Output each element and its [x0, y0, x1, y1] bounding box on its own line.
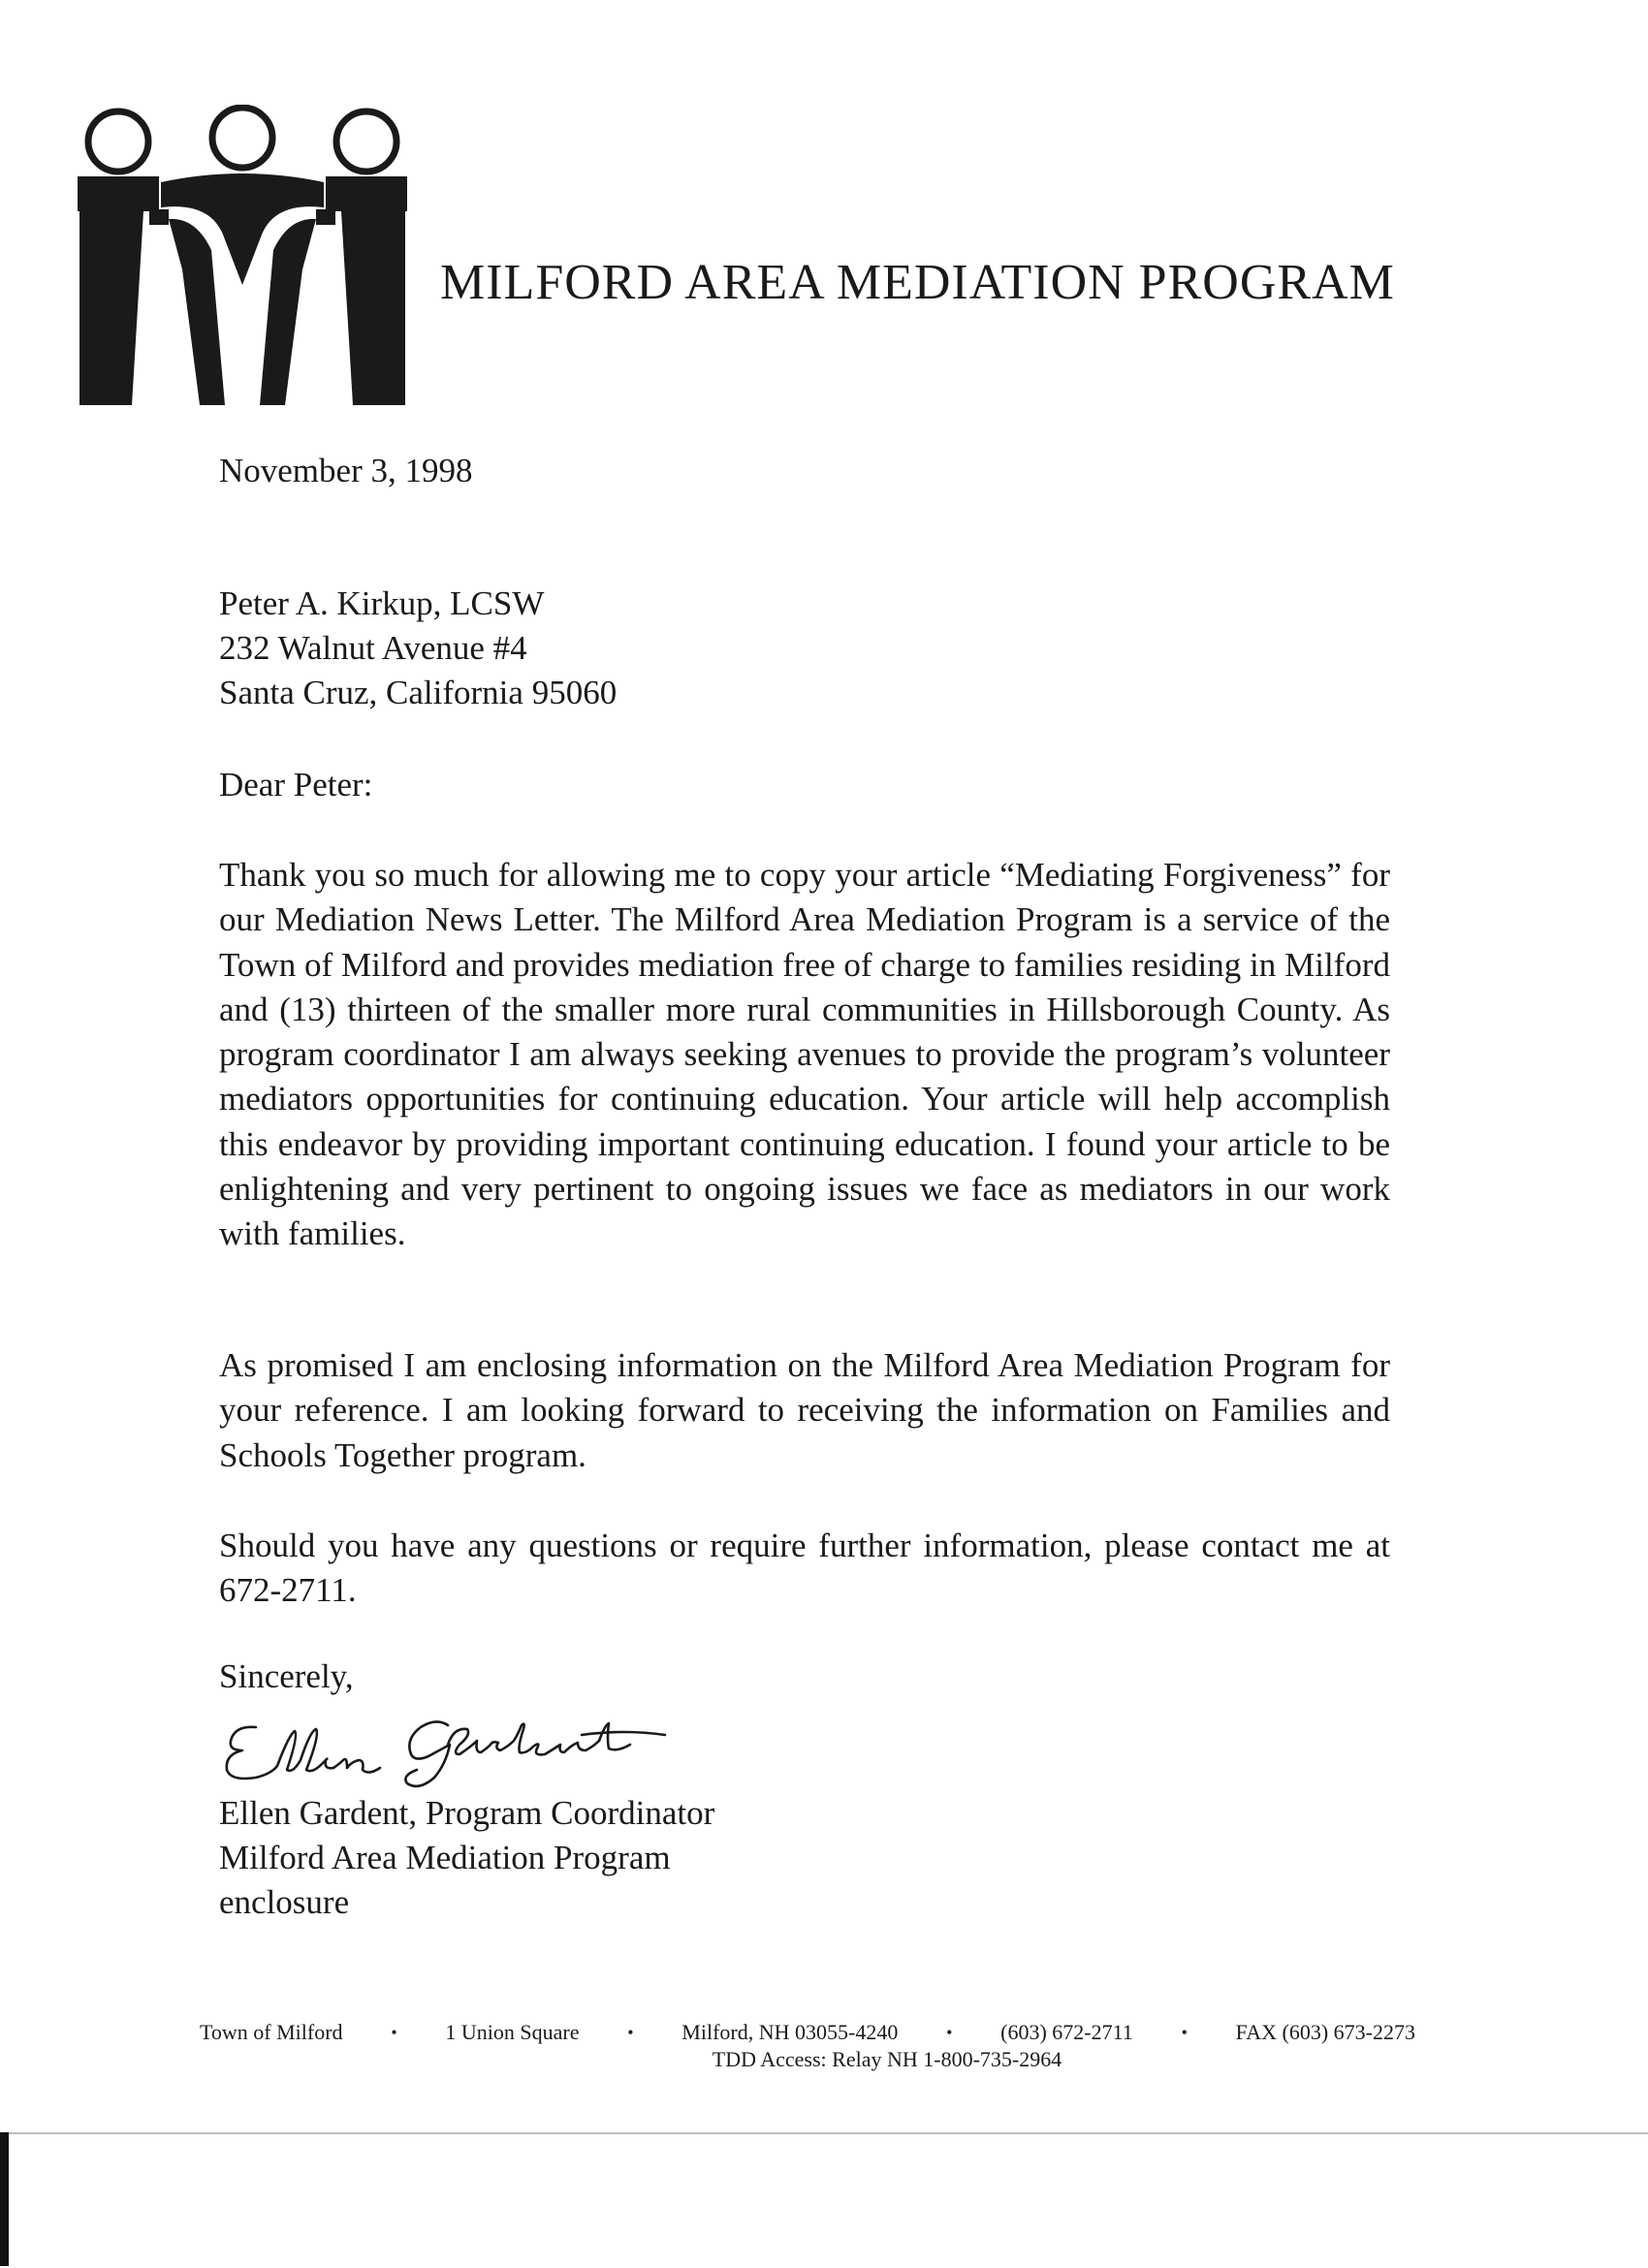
- signer-organization: Milford Area Mediation Program: [219, 1839, 671, 1876]
- signature-block: [219, 1791, 714, 1925]
- footer-street: 1 Union Square: [445, 2020, 580, 2044]
- footer-town: Town of Milford: [200, 2020, 343, 2044]
- footer-city: Milford, NH 03055-4240: [681, 2020, 899, 2044]
- handwritten-signature: [217, 1706, 673, 1793]
- salutation: Dear Peter:: [219, 766, 373, 803]
- footer-phone: (603) 672-2711: [1000, 2020, 1133, 2044]
- body-paragraph-1: Thank you so much for allowing me to copy your article “Mediating Forgiveness” for our Mediation News Letter. The Milford Area Mediation Program is a service of the Town of Milford and provides mediation free of charge to families residing in Milford and (13) thirteen of the smaller more rural communities in Hillsborough County. As program coordinator I am always seeking avenues to provide the program’s volunteer mediators opportunities for continuing education. Your article will help accomplish this endeavor by providing important continuing education. I found your article to be enlightening and very pertinent to ongoing issues we face as mediators in our work with families.: [219, 856, 1390, 1253]
- program-logo: [76, 105, 409, 407]
- body-paragraph-3: Should you have any questions or require further information, please contact me at 672-2711.: [219, 1527, 1390, 1610]
- recipient-city: Santa Cruz, California 95060: [219, 674, 618, 711]
- scan-margin: [0, 2132, 1648, 2268]
- footer-separator: •: [627, 2022, 634, 2042]
- recipient-street: 232 Walnut Avenue #4: [219, 629, 527, 667]
- signer-name-title: Ellen Gardent, Program Coordinator: [219, 1794, 715, 1832]
- closing: Sincerely,: [219, 1657, 354, 1695]
- footer-fax: FAX (603) 673-2273: [1235, 2020, 1415, 2044]
- footer-tdd-line: TDD Access: Relay NH 1-800-735-2964: [712, 2047, 1062, 2071]
- footer-contact-line: [200, 2020, 1415, 2045]
- body-paragraph-2: As promised I am enclosing information on the Milford Area Mediation Program for your reference. I am looking forward to receiving the information on Families and Schools Together program.: [219, 1346, 1390, 1474]
- organization-name: MILFORD AREA MEDIATION PROGRAM: [440, 255, 1395, 310]
- recipient-name: Peter A. Kirkup, LCSW: [219, 584, 545, 622]
- footer-separator: •: [391, 2022, 397, 2042]
- footer-separator: •: [946, 2022, 953, 2042]
- recipient-address: [219, 582, 617, 715]
- footer-separator: •: [1181, 2022, 1188, 2042]
- enclosure-note: enclosure: [219, 1883, 350, 1921]
- letter-date: November 3, 1998: [219, 452, 473, 489]
- scan-edge-shadow: [0, 2132, 9, 2266]
